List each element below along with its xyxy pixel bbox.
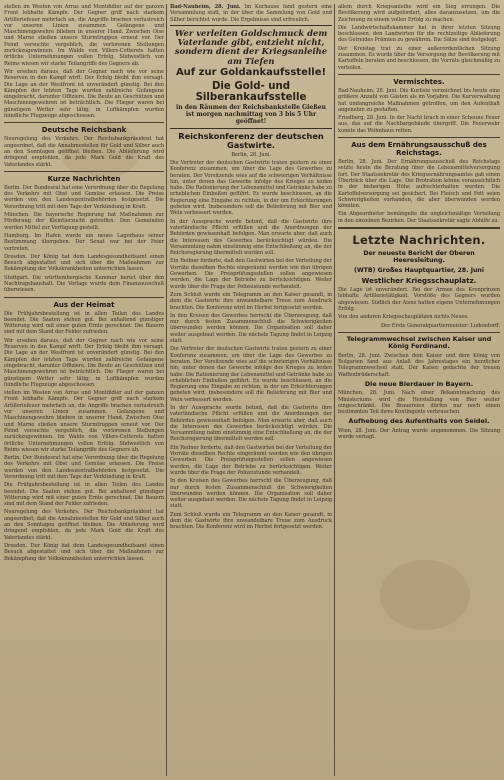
divider (338, 227, 500, 229)
article-text (170, 4, 332, 23)
article-text: Ein Abgeordneter bemängelte die ungleichmäßige Verteilung in den einzelnen Bezirken. Der Staatssekretär sagte Abhilfe zu. (338, 211, 500, 224)
article-text: Stuttgart. Die württembergische Kammer beriet über den Nachtragshaushalt. Die Vorlage wurde dem Finanzausschuß überwiesen. (4, 274, 164, 294)
divider (338, 137, 500, 138)
article-text: Die Lage ist unverändert. Bei der Armee des Kronprinzen lebhafte Artillerietätigkeit. Vorstöße des Gegners wurden abgewiesen. Südlich der Aisne hatten eigene Unternehmungen Erfolg. (338, 287, 500, 312)
article-text: In den Kreisen des Gewerbes herrscht die Überzeugung, daß nur durch festen Zusammenschluß die Schwierigkeiten überwunden werden können. Die Organisation soll daher weiter ausgebaut werden. Die nächste Tagung findet in Leipzig statt. (170, 478, 332, 510)
article-text: Zum Schluß wurde ein Telegramm an den Kaiser gesandt, in dem die Gastwirte ihre unwandelbare Treue zum Ausdruck brachten. Die Konferenz wird im Herbst fortgesetzt werden. (170, 291, 332, 311)
article-text: Neuregelung des Verkehrs. Der Reichsbankpräsident hat angeordnet, daß die Annahmestellen für Gold und Silber auch an den Sonntagen geöffnet bleiben. Die Ablieferung wird dringend empfohlen, da jede Mark Gold die Kraft des Vaterlandes stärkt. (4, 136, 164, 168)
article-text: Wien, 28. Juni. Der Antrag wurde angenommen. Die Sitzung wurde vertagt. (338, 427, 500, 441)
latest-news-heading: Letzte Nachrichten. (352, 233, 486, 248)
article-text: Von den anderen Kriegsschauplätzen nichts Neues. (338, 314, 469, 321)
ad-subtitle: in den Räumen der Reichsbankstelle Gießen ist morgen nachmittag von 3 bis 5 Uhr geöffnet! (176, 103, 326, 125)
dateline: Bad-Nauheim, 28. Juni. (170, 4, 241, 10)
ad-call-to-action: Auf zur Goldankaufsstelle! (175, 66, 327, 78)
section-heading: Telegrammwechsel zwischen Kaiser und König Ferdinand. (346, 334, 492, 351)
article-text: Der Kreistag trat zu einer außerordentlichen Sitzung zusammen. Es wurde über die Versorgung der Bevölkerung mit Kartoffeln beraten und beschlossen, die Vorräte gleichmäßig zu verteilen. (338, 45, 500, 71)
section-heading: Aufhebung des Aufenthalts von Seidel. (348, 417, 490, 426)
section-heading: Aus der Heimat (53, 300, 115, 309)
report-signature: Der Erste Generalquartiermeister: Ludendorff. (380, 322, 500, 329)
article-text: stellen im Westen von Arras und Montdidier auf der ganzen Front lebhafte Kämpfe. Der Gegner griff nach starkem Artilleriefeuer mehrfach an, die Angriffe brachen verlustreich vor unseren Linien zusammen. Gefangene und Maschinengewehre blieben in unserer Hand. Zwischen Oise und Marne stießen unsere Sturmtruppen erneut vor. Der Feind versuchte vergeblich, die verlorenen Stellungen zurückzugewinnen. Im Walde von Villers-Cotterets hatten örtliche Unternehmungen vollen Erfolg. Südwestlich von Reims wiesen wir starke Teilangriffe des Gegners ab. (4, 390, 164, 453)
article-text: In der Aussprache wurde betont, daß die Gastwirte ihre vaterländische Pflicht erfüllen und die Anordnungen der Behörden gewissenhaft befolgen. Man erwarte aber, daß auch die Interessen des Gewerbes berücksichtigt würden. Die Versammlung nahm einstimmig eine Entschließung an, die der Reichsregierung übermittelt werden soll. (170, 404, 332, 443)
article-text: In der Aussprache wurde betont, daß die Gastwirte ihre vaterländische Pflicht erfüllen und die Anordnungen der Behörden gewissenhaft befolgen. Man erwarte aber, daß auch die Interessen des Gewerbes berücksichtigt würden. Die Versammlung nahm einstimmig eine Entschließung an, die der Reichsregierung übermittelt werden soll. (170, 218, 332, 257)
dateline: Berlin, 28. Juni. (231, 151, 271, 158)
section-heading: Die neue Bierdauer in Bayern. (364, 379, 474, 388)
article-text: Berlin. Der Bundesrat hat eine Verordnung über die Regelung des Verkehrs mit Obst und Gemüse erlassen. Die Preise werden von den Landeszentralbehörden festgesetzt. Die Verordnung tritt mit dem Tage der Verkündung in Kraft. (4, 184, 164, 210)
article-text: München. Die bayerische Regierung hat Maßnahmen zur Förderung der Kleintierzucht getroffen. Den Gemeinden werden Mittel zur Verfügung gestellt. (4, 212, 164, 231)
divider (4, 122, 164, 123)
column-right (338, 4, 500, 776)
article-text: Die Frühjahrsbestellung ist in allen Teilen des Landes beendet. Die Saaten stehen gut. Bei anhaltend günstiger Witterung wird mit einer guten Ernte gerechnet. Die Bauern sind mit dem Stand der Felder zufrieden. (4, 482, 164, 508)
column-rule (166, 4, 167, 776)
section-heading: Vermischtes. (393, 77, 445, 86)
divider (4, 171, 164, 172)
divider (4, 297, 164, 298)
article-text: Neuregelung des Verkehrs. Der Reichsbankpräsident hat angeordnet, daß die Annahmestellen für Gold und Silber auch an den Sonntagen geöffnet bleiben. Die Ablieferung wird dringend empfohlen, da jede Mark Gold die Kraft des Vaterlandes stärkt. (4, 509, 164, 541)
article-text: Die Landwirtschaftskammer hat in ihrer letzten Sitzung beschlossen, den Landwirten für die rechtzeitige Ablieferung des Getreides Prämien zu gewähren. Die Sätze sind festgelegt. (338, 24, 500, 44)
article-text: Hamburg. Im Hafen wurde ein neues Lagerhaus seiner Bestimmung übergeben. Der Senat war bei der Feier vertreten. (4, 232, 164, 252)
column-middle (170, 4, 332, 776)
article-text: Berlin, 28. Juni. Zwischen dem Kaiser und dem König von Bulgarien fand aus Anlaß des Jahrestages ein herzlicher Telegrammwechsel statt. Der Kaiser gedachte der treuen Waffenbrüderschaft. (338, 352, 500, 378)
article-text: München, 28. Juni. Nach einer Bekanntmachung des Ministeriums wird die Herstellung von Bier weiter eingeschränkt. Die Brauereien dürfen nur noch einen bestimmten Teil ihres Kontingents verbrauchen. (338, 390, 500, 416)
report-subheading: Der neueste Bericht der Oberen Heeresleitung. (363, 250, 475, 265)
ad-slogan: Wer verleiten Goldschmuck dem Vaterlande gibt, entzieht nicht, sondern dient der Kriegsanleihe am Tiefen (174, 27, 328, 66)
section-heading: Deutsche Reichsbank (41, 126, 127, 135)
article-heading: Reichskonferenz der deutschen Gastwirte. (178, 130, 324, 150)
article-text: Die Vertreter der deutschen Gastwirte traten gestern zu einer Konferenz zusammen, um über die Lage des Gewerbes zu beraten. Der Vorsitzende wies auf die schwierigen Verhältnisse hin, unter denen das Gewerbe infolge des Krieges zu leiden habe. Die Rationierung der Lebensmittel und Getränke habe zu erheblichen Einbußen geführt. Es wurde beschlossen, an die Regierung eine Eingabe zu richten, in der um Erleichterungen gebeten wird. Insbesondere soll die Belieferung mit Bier und Wein verbessert werden. (170, 160, 332, 217)
article-text: Ein Redner forderte, daß den Gastwirten bei der Verteilung der Vorräte dieselben Rechte eingeräumt werden wie den übrigen Gewerben. Die Preisprüfungsstellen sollen angewiesen werden, die Lage der Betriebe zu berücksichtigen. Weiter wurde über die Frage der Polizeistunde verhandelt. (170, 258, 332, 290)
front-heading: Westlicher Kriegsschauplatz. (361, 277, 477, 286)
article-text: stellen im Westen von Arras und Montdidier auf der ganzen Front lebhafte Kämpfe. Der Gegner griff nach starkem Artilleriefeuer mehrfach an, die Angriffe brachen verlustreich vor unseren Linien zusammen. Gefangene und Maschinengewehre blieben in unserer Hand. Zwischen Oise und Marne stießen unsere Sturmtruppen erneut vor. Der Feind versuchte vergeblich, die verlorenen Stellungen zurückzugewinnen. Im Walde von Villers-Cotterets hatten örtliche Unternehmungen vollen Erfolg. Südwestlich von Reims wiesen wir starke Teilangriffe des Gegners ab. (4, 4, 164, 67)
article-text: Dresden. Der König hat dem Landesgesundheitsamt einen Besuch abgestattet und sich über die Maßnahmen zur Bekämpfung der Volkskrankheiten unterrichten lassen. (4, 542, 164, 562)
article-text: allein durch Kriegsanleihe wird ein Sieg errungen. Die Bevölkerung wird aufgefordert, alles daranzusetzen, um die Zeichnung zu einem vollen Erfolg zu machen. (338, 4, 500, 23)
article-text: Wir ersehen daraus, daß der Gegner nach wie vor seine Reserven in den Kampf wirft. Der Erfolg bleibt ihm versagt. Die Lage an der Westfront ist unverändert günstig. Bei den Kämpfen der letzten Tage wurden zahlreiche Gefangene eingebracht, darunter Offiziere. Die Beute an Geschützen und Maschinengewehren ist beträchtlich. Die Flieger waren bei günstigem Wetter sehr tätig; in Luftkämpfen wurden feindliche Flugzeuge abgeschossen. (4, 68, 164, 120)
article-text: Die Vertreter der deutschen Gastwirte traten gestern zu einer Konferenz zusammen, um über die Lage des Gewerbes zu beraten. Der Vorsitzende wies auf die schwierigen Verhältnisse hin, unter denen das Gewerbe infolge des Krieges zu leiden habe. Die Rationierung der Lebensmittel und Getränke habe zu erheblichen Einbußen geführt. Es wurde beschlossen, an die Regierung eine Eingabe zu richten, in der um Erleichterungen gebeten wird. Insbesondere soll die Belieferung mit Bier und Wein verbessert werden. (170, 346, 332, 403)
article-text: Berlin. Der Bundesrat hat eine Verordnung über die Regelung des Verkehrs mit Obst und Gemüse erlassen. Die Preise werden von den Landeszentralbehörden festgesetzt. Die Verordnung tritt mit dem Tage der Verkündung in Kraft. (4, 455, 164, 480)
report-source: (WTB) Großes Hauptquartier, 28. Juni (354, 267, 484, 275)
gold-ad (170, 25, 332, 129)
article-text: Ein Redner forderte, daß den Gastwirten bei der Verteilung der Vorräte dieselben Rechte eingeräumt werden wie den übrigen Gewerben. Die Preisprüfungsstellen sollen angewiesen werden, die Lage der Betriebe zu berücksichtigen. Weiter wurde über die Frage der Polizeistunde verhandelt. (170, 444, 332, 476)
divider (338, 332, 500, 333)
column-left (4, 4, 164, 776)
article-text: Friedberg, 28. Juni. In der Nacht brach in einer Scheune Feuer aus, das auf die Nachbargebäude übergriff. Die Feuerwehr konnte das Wohnhaus retten. (338, 115, 500, 134)
article-text: Berlin, 28. Juni. Der Ernährungsausschuß des Reichstags setzte heute die Beratung über die Lebensmittelversorgung fort. Der Staatssekretär des Kriegsernährungsamtes gab einen Überblick über die Lage. Die Brotration könne voraussichtlich in der bisherigen Höhe aufrechterhalten werden. Die Kartoffelversorgung sei gesichert. Bei Fleisch und Fett seien Schwierigkeiten vorhanden, die aber überwunden werden könnten. (338, 159, 500, 210)
article-text: In den Kreisen des Gewerbes herrscht die Überzeugung, daß nur durch festen Zusammenschluß die Schwierigkeiten überwunden werden können. Die Organisation soll daher weiter ausgebaut werden. Die nächste Tagung findet in Leipzig statt. (170, 312, 332, 345)
section-heading: Kurze Nachrichten (47, 174, 121, 183)
article-text: Wir ersehen daraus, daß der Gegner nach wie vor seine Reserven in den Kampf wirft. Der Erfolg bleibt ihm versagt. Die Lage an der Westfront ist unverändert günstig. Bei den Kämpfen der letzten Tage wurden zahlreiche Gefangene eingebracht, darunter Offiziere. Die Beute an Geschützen und Maschinengewehren ist beträchtlich. Die Flieger waren bei günstigem Wetter sehr tätig; in Luftkämpfen wurden feindliche Flugzeuge abgeschossen. (4, 337, 164, 388)
article-text-inline: Im Kurhause fand gestern eine Versammlung statt, in der über die Sammlung von Gold und Silber berichtet wurde. Die Ergebnisse sind erfreulich. (170, 4, 332, 23)
article-text: Dresden. Der König hat dem Landesgesundheitsamt einen Besuch abgestattet und sich über die Maßnahmen zur Bekämpfung der Volkskrankheiten unterrichten lassen. (4, 253, 164, 273)
article-text: Zum Schluß wurde ein Telegramm an den Kaiser gesandt, in dem die Gastwirte ihre unwandelbare Treue zum Ausdruck brachten. Die Konferenz wird im Herbst fortgesetzt werden. (170, 511, 332, 531)
ad-title: Die Gold- und Silberankaufsstelle (195, 80, 307, 104)
article-text: Bad-Nauheim, 28. Juni. Die Kurliste verzeichnet bis heute eine größere Anzahl von Gästen als im Vorjahre. Die Kurverwaltung hat umfangreiche Maßnahmen getroffen, um den Aufenthalt angenehm zu gestalten. (338, 87, 500, 113)
section-heading: Aus dem Ernährungsausschuß des Reichstags. (351, 141, 487, 158)
divider (338, 74, 500, 75)
column-rule (334, 4, 335, 776)
article-text: Die Frühjahrsbestellung ist in allen Teilen des Landes beendet. Die Saaten stehen gut. Bei anhaltend günstiger Witterung wird mit einer guten Ernte gerechnet. Die Bauern sind mit dem Stand der Felder zufrieden. (4, 310, 164, 336)
